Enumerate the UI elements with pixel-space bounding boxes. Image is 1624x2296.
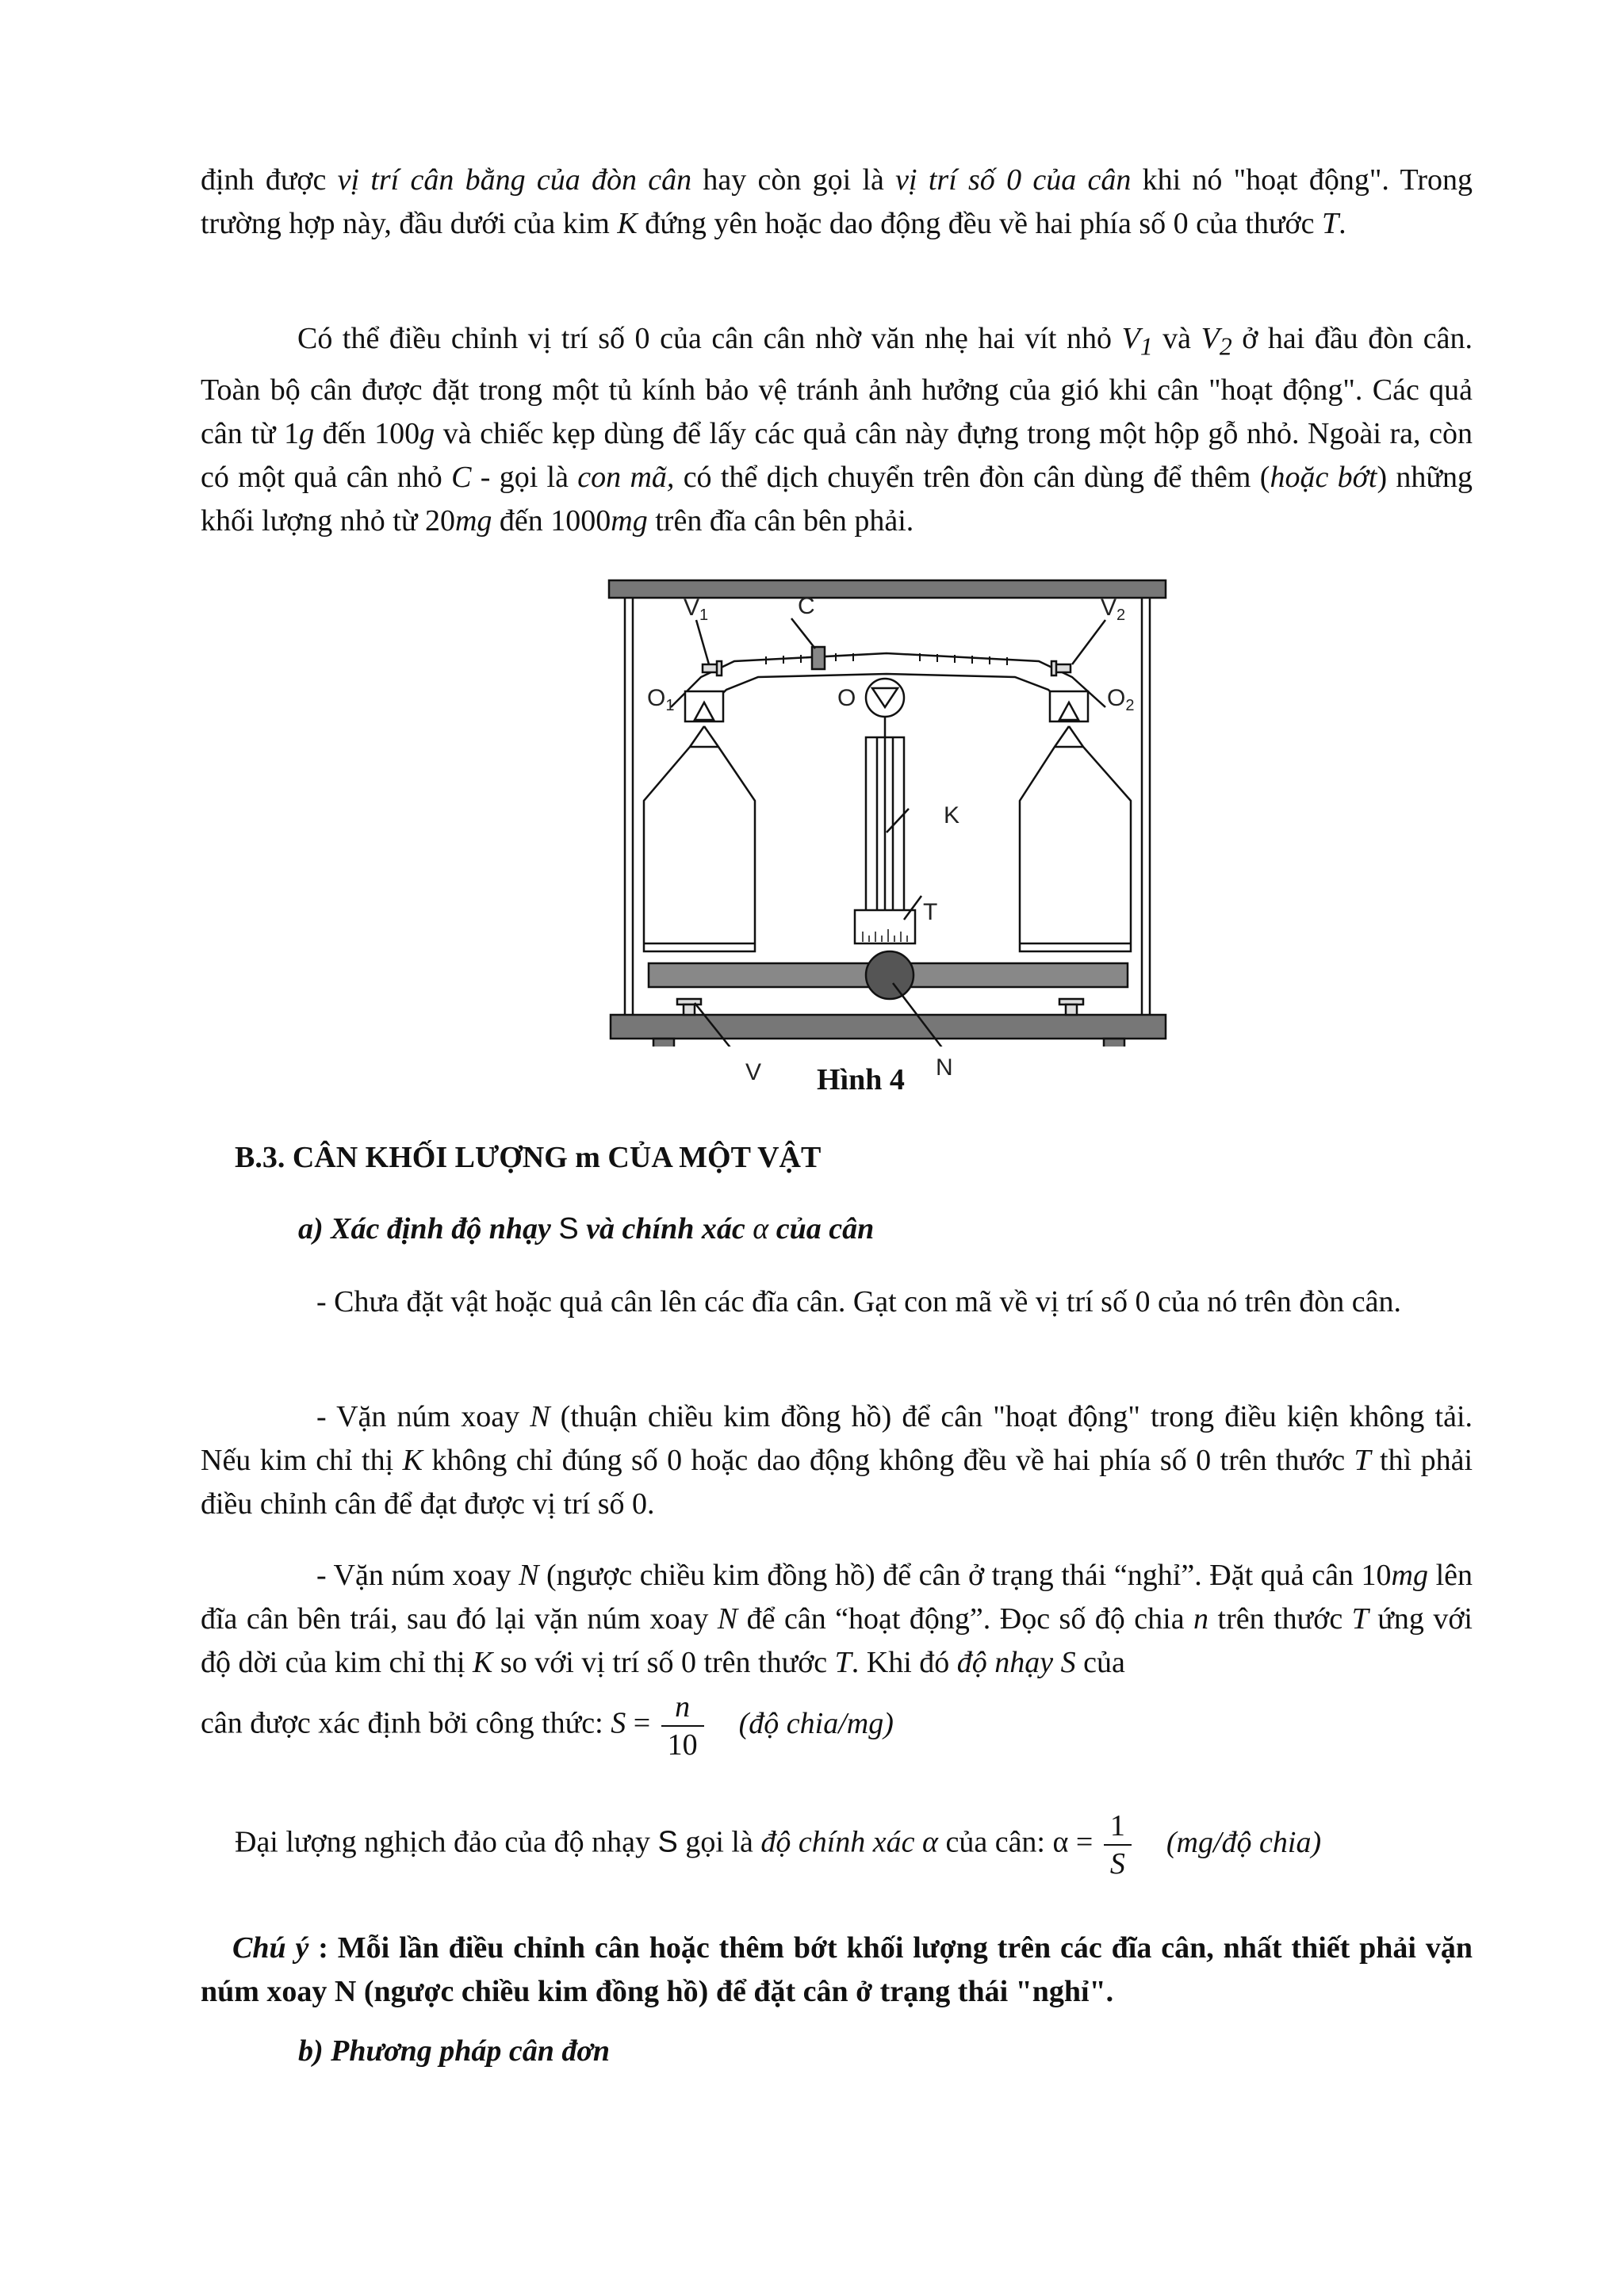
- symbol-k: K: [473, 1646, 493, 1679]
- base-plate: [611, 1015, 1166, 1039]
- subscript: 1: [1139, 332, 1153, 361]
- equals: =: [1068, 1825, 1101, 1859]
- formula-sensitivity: [201, 1689, 894, 1763]
- symbol-alpha: α: [753, 1212, 769, 1246]
- text: Có thể điều chỉnh vị trí số 0 của cân cân nhờ văn nhẹ hai vít nhỏ: [297, 322, 1122, 355]
- text: để cân “hoạt động”. Đọc số độ chia: [737, 1602, 1194, 1636]
- step-reset-rider: - Chưa đặt vật hoặc quả cân lên các đĩa cân. Gạt con mã về vị trí số 0 của nó trên đòn cân.: [316, 1285, 1401, 1318]
- note-paragraph: [201, 1927, 1473, 2014]
- unit-mg: mg: [611, 503, 648, 538]
- text: và: [1152, 322, 1201, 355]
- text-italic: con mã,: [577, 460, 675, 494]
- text: và chiếc kẹp dùng để lấy các quả cân này đựng trong một hộp gỗ nhỏ. Ngoài ra, còn có một quả cân nhỏ: [201, 416, 1473, 494]
- symbol-t: T: [834, 1646, 852, 1679]
- text: trên đĩa cân bên phải.: [647, 503, 914, 538]
- text: có thể dịch chuyển trên đòn cân dùng để thêm (: [674, 460, 1270, 494]
- symbol-s: S: [657, 1825, 678, 1859]
- text: ứng với độ dời của kim chỉ thị: [201, 1602, 1473, 1679]
- fraction: [1104, 1808, 1132, 1882]
- symbol-v2: V: [1201, 322, 1220, 355]
- text-italic: độ chính xác α: [760, 1825, 938, 1859]
- formula-lhs: α: [1052, 1825, 1069, 1859]
- text: đứng yên hoặc dao động đều về hai phía số 0 của thước: [637, 207, 1322, 240]
- text: . Khi đó: [851, 1646, 957, 1679]
- text: (ngược chiều kim đồng hồ) để cân ở trạng thái “nghỉ”. Đặt quả cân 10: [538, 1559, 1392, 1592]
- text: ở hai đầu đòn cân. Toàn bộ cân được đặt trong một tủ kính bảo vệ tránh ảnh hưởng của gió khi cân "hoạt động". Các quả cân từ 1: [201, 322, 1473, 450]
- text: cân được xác định bởi công thức:: [201, 1706, 611, 1740]
- symbol-k: K: [402, 1444, 423, 1477]
- text: Đại lượng nghịch đảo của độ nhạy: [235, 1825, 658, 1859]
- leader-v1: [696, 620, 709, 664]
- text: (thuận chiều kim đồng hồ) để cân "hoạt động" trong điều kiện không tải. Nếu kim chỉ thị: [201, 1400, 1473, 1477]
- text-italic: vị trí số 0 của cân: [895, 163, 1132, 197]
- symbol-n: N: [530, 1400, 550, 1433]
- text-italic: hoặc bớt: [1270, 460, 1377, 494]
- symbol-t: T: [1351, 1602, 1369, 1636]
- text: của cân:: [937, 1825, 1053, 1859]
- pan-right: [1020, 726, 1131, 951]
- symbol-n: N: [519, 1559, 539, 1592]
- rider-c: [812, 647, 825, 669]
- numerator: n: [661, 1689, 704, 1727]
- text-italic: độ nhạy S: [956, 1646, 1076, 1679]
- unit-g: g: [299, 416, 315, 450]
- scale-t: [855, 910, 915, 943]
- label-k: K: [944, 802, 960, 828]
- denominator: S: [1109, 1847, 1125, 1881]
- figure-caption: Hình 4: [817, 1063, 905, 1096]
- text: của: [1075, 1646, 1125, 1679]
- symbol-s: S: [558, 1212, 579, 1246]
- symbol-t: T: [1354, 1444, 1371, 1477]
- label-o2: $O_2$: [1107, 685, 1135, 714]
- note-label: Chú ý: [232, 1931, 309, 1965]
- denominator: 10: [667, 1728, 698, 1762]
- symbol-n: N: [717, 1602, 738, 1636]
- numerator: 1: [1104, 1808, 1132, 1846]
- paragraph-balance-zero: [201, 159, 1473, 246]
- section-heading-b3: B.3. CÂN KHỐI LƯỢNG m CỦA MỘT VẬT: [235, 1141, 822, 1174]
- symbol-k: K: [617, 207, 638, 240]
- subscript: 2: [1219, 332, 1232, 361]
- text: không chỉ đúng số 0 hoặc dao động không đều về hai phía số 0 trên thước: [422, 1444, 1354, 1477]
- text: khi nó "hoạt động". Trong trường hợp này, đầu dưới của kim: [201, 163, 1473, 240]
- text: a) Xác định độ nhạy: [298, 1212, 559, 1246]
- subheading-a: [298, 1211, 874, 1246]
- symbol-n-divisions: n: [1193, 1602, 1209, 1636]
- label-v1: $V_1$: [684, 595, 709, 624]
- formula-unit: (độ chia/mg): [738, 1706, 894, 1740]
- subheading-b: b) Phương pháp cân đơn: [298, 2034, 610, 2068]
- leader-c: [791, 618, 815, 649]
- symbol-v1: V: [1121, 322, 1140, 355]
- text: đến 1000: [492, 503, 611, 538]
- paragraph-adjust-zero: [201, 317, 1473, 543]
- text: gọi là: [677, 1825, 761, 1859]
- formula-precision: [235, 1808, 1321, 1882]
- symbol-c: C: [451, 460, 472, 494]
- pan-left: [644, 726, 755, 951]
- text: đến 100: [314, 416, 420, 450]
- label-v2: $V_2$: [1101, 595, 1126, 624]
- step-turn-knob-cw: [201, 1395, 1473, 1526]
- label-n: N: [936, 1054, 953, 1081]
- text: - gọi là: [471, 460, 578, 494]
- unit-g: g: [419, 416, 435, 450]
- text-italic: vị trí cân bằng của đòn cân: [337, 163, 692, 197]
- text: - Vặn núm xoay: [316, 1400, 530, 1433]
- formula-lhs: S: [611, 1706, 626, 1740]
- text: ) những khối lượng nhỏ từ 20: [201, 460, 1473, 538]
- equals: =: [626, 1706, 658, 1740]
- unit-mg: mg: [454, 503, 492, 538]
- label-t: T: [923, 899, 938, 925]
- text: .: [1339, 207, 1346, 240]
- text: trên thước: [1208, 1602, 1352, 1636]
- label-o1: $O_1$: [647, 685, 675, 714]
- step-measure-sensitivity: [201, 1554, 1473, 1685]
- foot: [653, 1039, 674, 1047]
- label-v: V: [745, 1059, 762, 1085]
- leader-v2: [1072, 620, 1105, 664]
- foot: [1104, 1039, 1124, 1047]
- text: định được: [201, 163, 338, 197]
- fraction: [661, 1689, 704, 1763]
- text: - Vặn núm xoay: [316, 1559, 519, 1592]
- text: so với vị trí số 0 trên thước: [492, 1646, 835, 1679]
- note-text: : Mỗi lần điều chỉnh cân hoặc thêm bớt khối lượng trên các đĩa cân, nhất thiết phải vặn núm xoay N (ngược chiều kim đồng hồ) để đặt cân ở trạng thái "nghỉ".: [201, 1931, 1473, 2008]
- text: hay còn gọi là: [691, 163, 896, 197]
- unit-mg: mg: [1391, 1559, 1428, 1592]
- formula-unit: (mg/độ chia): [1166, 1825, 1322, 1859]
- text: và chính xác: [578, 1212, 753, 1246]
- label-c: C: [798, 593, 815, 619]
- label-o: O: [837, 685, 856, 711]
- knob-n: [866, 951, 914, 999]
- symbol-t: T: [1322, 207, 1339, 240]
- text: của cân: [768, 1212, 875, 1246]
- text: thì phải điều chỉnh cân để đạt được vị trí số 0.: [201, 1444, 1473, 1521]
- balance-diagram: [607, 571, 1169, 1047]
- text: lên đĩa cân bên trái, sau đó lại vặn núm xoay: [201, 1559, 1473, 1636]
